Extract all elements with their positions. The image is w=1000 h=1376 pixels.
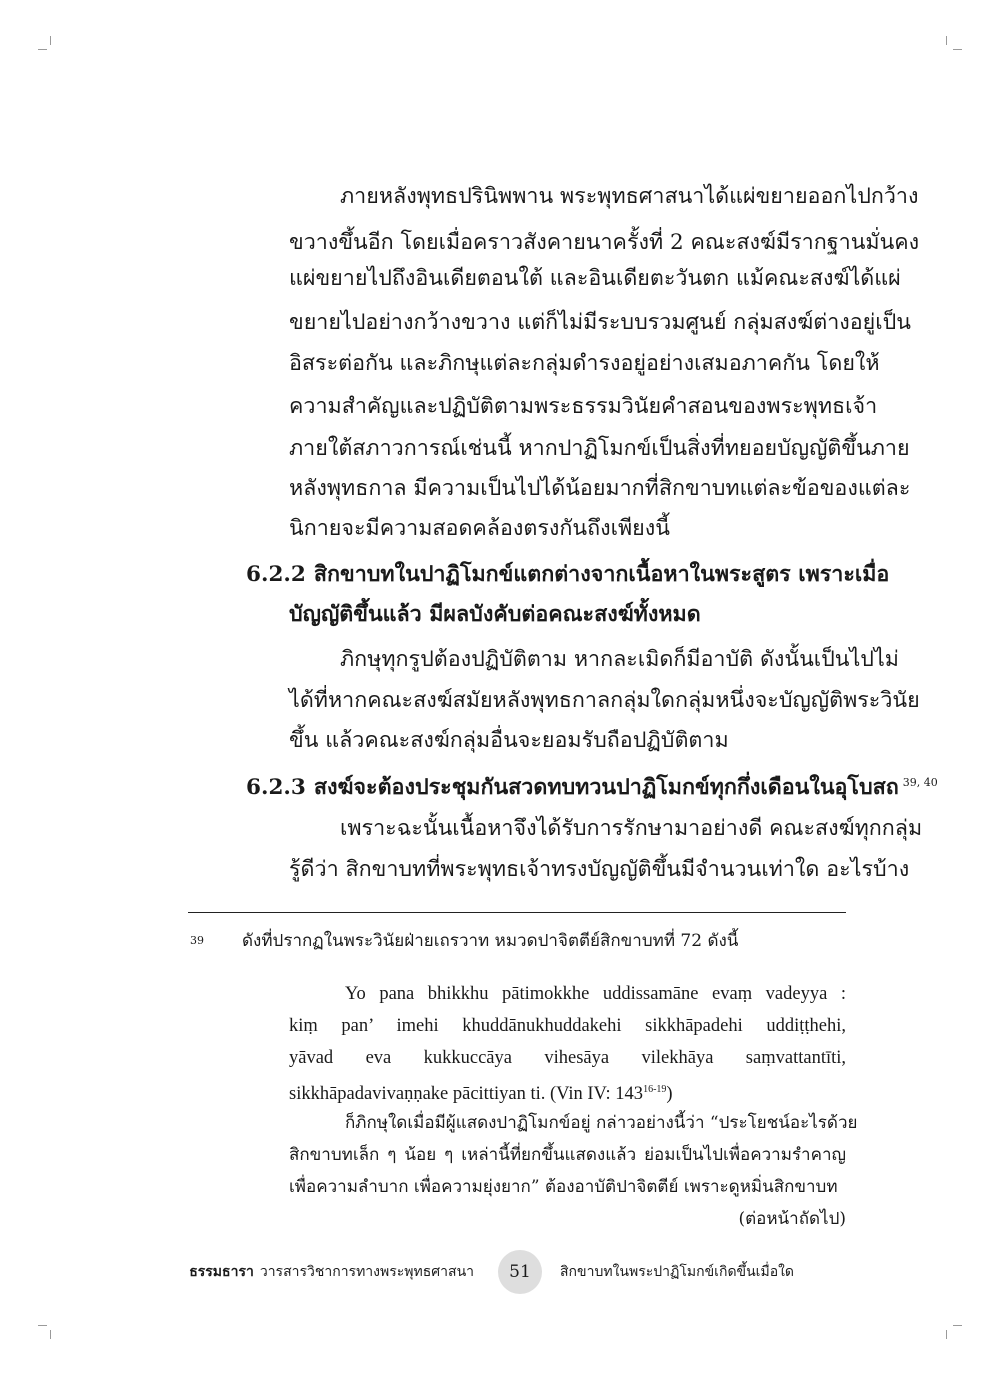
paragraph-line: ขึ้น แล้วคณะสงฆ์กลุ่มอื่นจะยอมรับถือปฏิบัติตาม	[289, 728, 729, 753]
paragraph-line: ภายใต้สภาวการณ์เช่นนี้ หากปาฏิโมกข์เป็นสิ่งที่ทยอยบัญญัติขึ้นภาย	[289, 436, 910, 461]
article-title: สิกขาบทในพระปาฏิโมกข์เกิดขึ้นเมื่อใด	[560, 1264, 795, 1280]
paragraph-line: ได้ที่หากคณะสงฆ์สมัยหลังพุทธกาลกลุ่มใดกลุ่มหนึ่งจะบัญญัติพระวินัย	[289, 688, 920, 713]
pali-line-citation	[289, 1076, 846, 1104]
crop-mark	[38, 1325, 47, 1326]
citation-close: )	[666, 1084, 673, 1105]
pali-text: sikkhāpadavivaṇṇake pācittiyan ti. (Vin IV: 143	[289, 1084, 644, 1105]
section-title: สิกขาบทในปาฏิโมกข์แตกต่างจากเนื้อหาในพระสูตร เพราะเมื่อ	[313, 562, 890, 587]
footnote-intro: ดังที่ปรากฏในพระวินัยฝ่ายเถรวาท หมวดปาจิตตีย์สิกขาบทที่ 72 ดังนี้	[242, 931, 739, 951]
crop-mark	[38, 49, 47, 50]
paragraph-line: อิสระต่อกัน และภิกษุแต่ละกลุ่มดำรงอยู่อย่างเสมอภาคกัน โดยให้	[289, 351, 880, 376]
paragraph-line: นิกายจะมีความสอดคล้องตรงกันถึงเพียงนี้	[289, 516, 670, 541]
section-heading-6-2-2	[246, 560, 889, 590]
paragraph-line: รู้ดีว่า สิกขาบทที่พระพุทธเจ้าทรงบัญญัติขึ้นมีจำนวนเท่าใด อะไรบ้าง	[289, 857, 910, 882]
crop-mark	[50, 1330, 51, 1339]
section-heading-6-2-3	[246, 768, 938, 803]
journal-name: ธรรมธารา	[189, 1264, 254, 1280]
translation-line: ก็ภิกษุใดเมื่อมีผู้แสดงปาฏิโมกข์อยู่ กล่าวอย่างนี้ว่า “ประโยชน์อะไรด้วย	[345, 1113, 858, 1133]
pali-line: Yo pana bhikkhu pātimokkhe uddissamāne evaṃ vadeyya :	[345, 984, 846, 1004]
journal-subtitle: วารสารวิชาการทางพระพุทธศาสนา	[259, 1264, 474, 1280]
crop-mark	[953, 49, 962, 50]
journal-info	[189, 1261, 474, 1283]
section-number: 6.2.2	[246, 562, 306, 587]
footnote-number: 39	[190, 934, 204, 947]
page-footer	[0, 1250, 1000, 1294]
paragraph-line: ความสำคัญและปฏิบัติตามพระธรรมวินัยคำสอนของพระพุทธเจ้า	[289, 394, 878, 419]
pali-line: yāvad eva kukkuccāya vihesāya vilekhāya saṃvattantīti,	[289, 1048, 846, 1068]
translation-line: เพื่อความลำบาก เพื่อความยุ่งยาก” ต้องอาบัติปาจิตตีย์ เพราะดูหมิ่นสิกขาบท	[289, 1177, 838, 1197]
footnote-reference: 39, 40	[902, 776, 938, 789]
paragraph-line: เพราะฉะนั้นเนื้อหาจึงได้รับการรักษามาอย่างดี คณะสงฆ์ทุกกลุ่ม	[340, 816, 923, 841]
paragraph-line: ขยายไปอย่างกว้างขวาง แต่ก็ไม่มีระบบรวมศูนย์ กลุ่มสงฆ์ต่างอยู่เป็น	[289, 310, 911, 335]
pali-line: kiṃ pan’ imehi khuddānukhuddakehi sikkhāpadehi uddiṭṭhehi,	[289, 1016, 846, 1036]
translation-line: สิกขาบทเล็ก ๆ น้อย ๆ เหล่านี้ที่ยกขึ้นแสดงแล้ว ย่อมเป็นไปเพื่อความรำคาญ	[289, 1145, 846, 1165]
page-number-text: 51	[509, 1262, 531, 1282]
paragraph-line: ภิกษุทุกรูปต้องปฏิบัติตาม หากละเมิดก็มีอาบัติ ดังนั้นเป็นไปไม่	[340, 647, 899, 672]
section-number: 6.2.3	[246, 775, 306, 801]
page-number	[498, 1250, 542, 1294]
section-title: สงฆ์จะต้องประชุมกันสวดทบทวนปาฏิโมกข์ทุกกึ่งเดือนในอุโบสถ	[313, 775, 899, 801]
section-heading-6-2-2-cont: บัญญัติขึ้นแล้ว มีผลบังคับต่อคณะสงฆ์ทั้งหมด	[289, 602, 701, 627]
crop-mark	[946, 36, 947, 45]
paragraph-line: ภายหลังพุทธปรินิพพาน พระพุทธศาสนาได้แผ่ขยายออกไปกว้าง	[340, 184, 919, 209]
crop-mark	[946, 1330, 947, 1339]
paragraph-line: แผ่ขยายไปถึงอินเดียตอนใต้ และอินเดียตะวันตก แม้คณะสงฆ์ได้แผ่	[289, 266, 901, 291]
continued-note: (ต่อหน้าถัดไป)	[738, 1209, 846, 1229]
crop-mark	[50, 36, 51, 45]
citation-lines: 16-19	[643, 1084, 667, 1095]
paragraph-line: ขวางขึ้นอีก โดยเมื่อคราวสังคายนาครั้งที่ 2 คณะสงฆ์มีรากฐานมั่นคง	[289, 230, 920, 255]
paragraph-line: หลังพุทธกาล มีความเป็นไปได้น้อยมากที่สิกขาบทแต่ละข้อของแต่ละ	[289, 476, 911, 501]
crop-mark	[953, 1325, 962, 1326]
footnote-divider	[188, 912, 846, 913]
